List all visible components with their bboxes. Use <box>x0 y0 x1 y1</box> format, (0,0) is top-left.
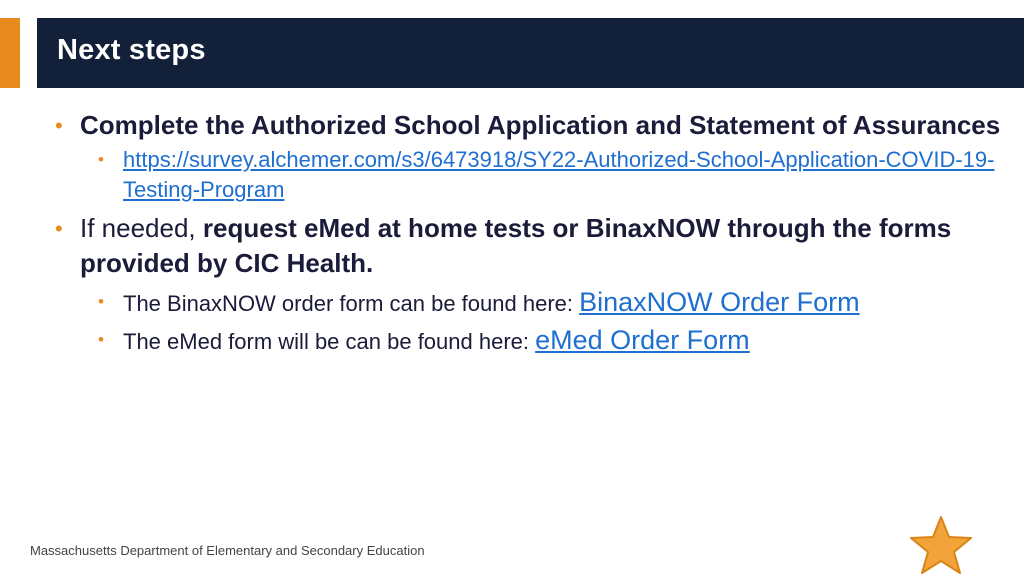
title-accent-bar <box>0 18 20 88</box>
binaxnow-order-form-link[interactable]: BinaxNOW Order Form <box>579 287 860 317</box>
slide-content <box>55 108 1005 357</box>
survey-link[interactable]: https://survey.alchemer.com/s3/6473918/SY22-Authorized-School-Application-COVID-19-Testing-Program <box>123 147 995 202</box>
bullet-marker: • <box>55 113 63 138</box>
footer-text: Massachusetts Department of Elementary and Secondary Education <box>30 543 425 558</box>
page-title: Next steps <box>57 34 206 66</box>
sub-bullet-marker: • <box>98 292 104 311</box>
emed-text: The eMed form will be can be found here: <box>123 329 536 354</box>
sub-bullet-2-1 <box>55 287 1005 319</box>
sub-bullet-1-1 <box>55 145 1005 205</box>
sub-bullet-2-2 <box>55 325 1005 357</box>
star-icon <box>908 514 974 576</box>
emed-order-form-link[interactable]: eMed Order Form <box>535 325 750 355</box>
binaxnow-text: The BinaxNOW order form can be found here: <box>123 291 580 316</box>
bullet-2-bold-text: request eMed at home tests or BinaxNOW through the forms provided by CIC Health. <box>80 213 952 278</box>
sub-bullet-marker: • <box>98 330 104 349</box>
bullet-1-text: Complete the Authorized School Application and Statement of Assurances <box>80 110 1001 140</box>
bullet-item-1 <box>55 108 1005 143</box>
bullet-item-2 <box>55 211 1005 281</box>
sub-bullet-marker: • <box>98 150 104 169</box>
title-bar <box>37 18 1024 88</box>
bullet-2-plain-text: If needed, <box>80 213 203 243</box>
bullet-marker: • <box>55 216 63 241</box>
